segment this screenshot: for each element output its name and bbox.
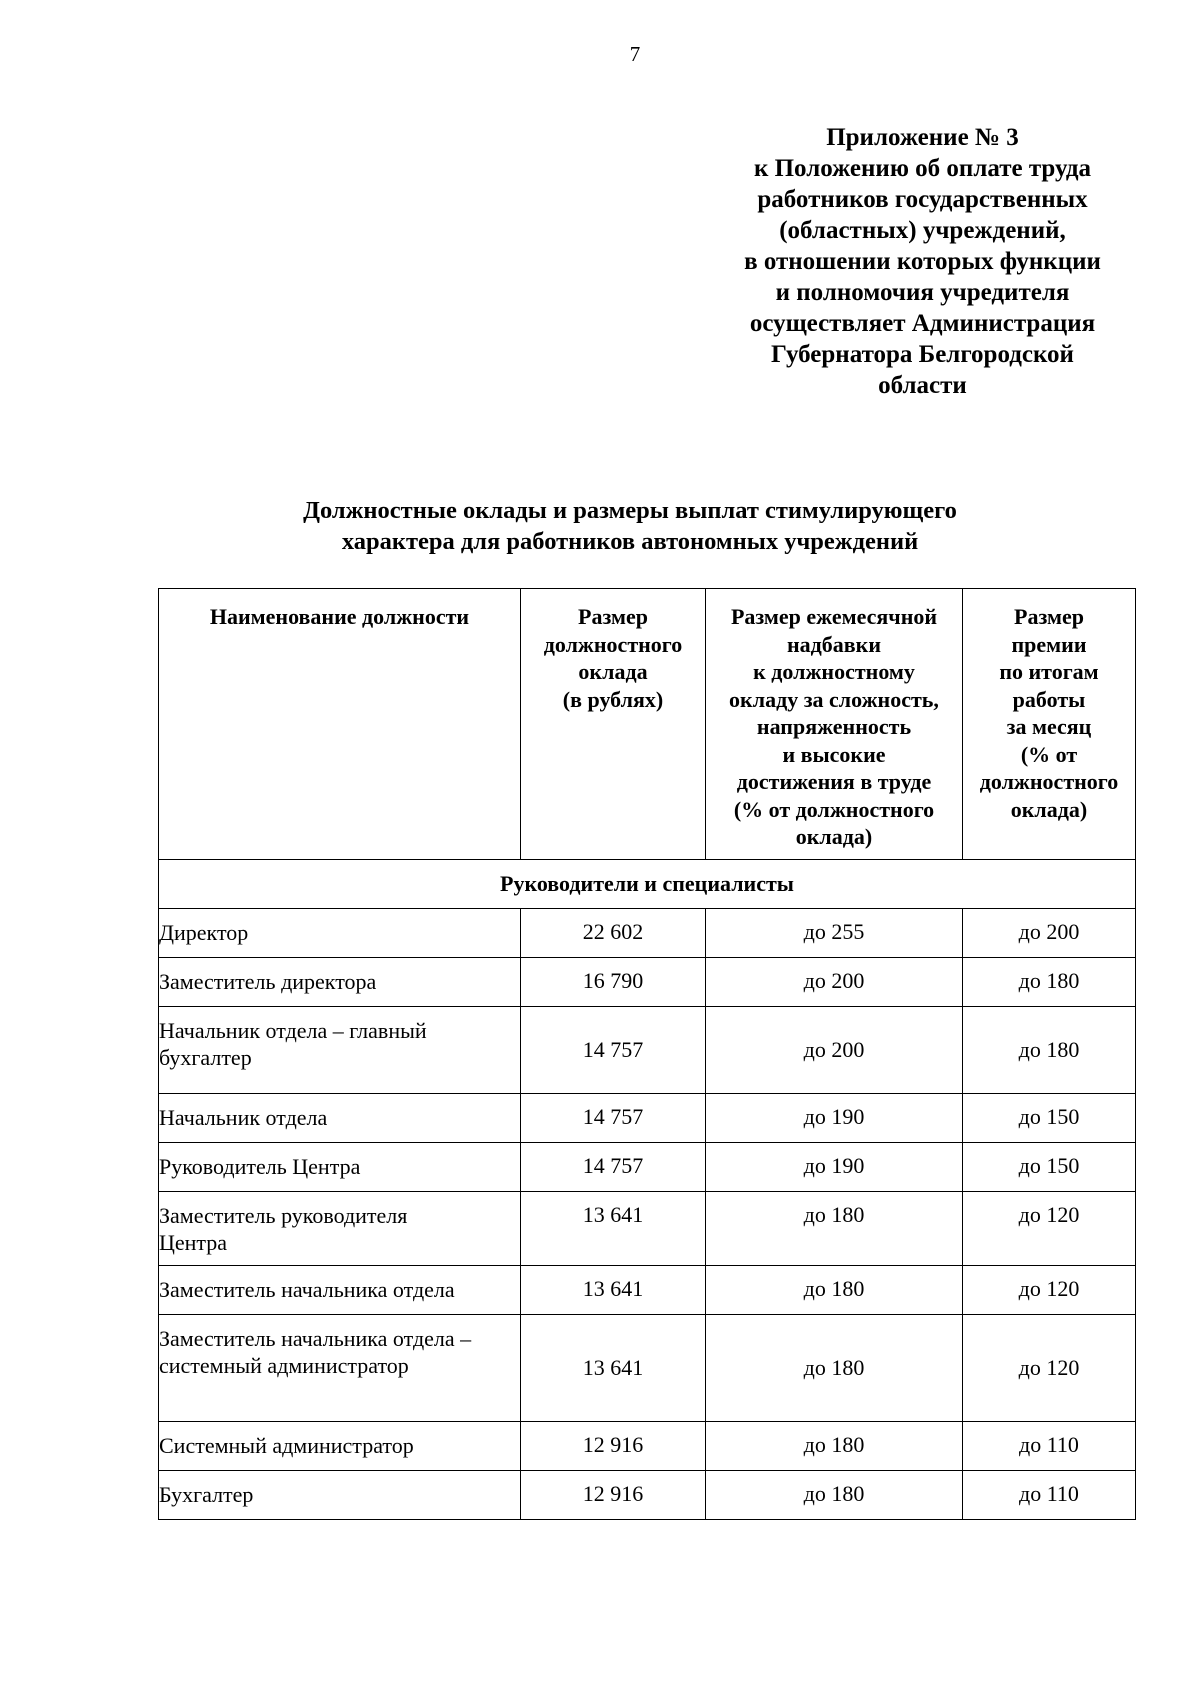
column-header-bonus [963,589,1136,860]
table-row [159,1143,1136,1192]
header-line: окладу за сложность, [729,686,939,712]
header-line: достижения в труде [736,769,932,794]
table-row [159,1007,1136,1094]
allowance-cell: до 190 [706,1094,963,1143]
appendix-line: (областных) учреждений, [779,217,1066,244]
header-line: и высокие [782,741,886,767]
bonus-cell: до 120 [963,1315,1136,1422]
header-line: премии [1011,631,1087,657]
header-line: Размер [1014,604,1084,629]
allowance-cell: до 190 [706,1143,963,1192]
position-cell [159,1315,521,1422]
position-line: Начальник отдела – главный [159,1018,427,1043]
column-header-salary [521,589,706,860]
header-line: (% от должностного [733,796,935,822]
position-line: системный администратор [159,1353,409,1378]
position-cell [159,1471,521,1520]
bonus-cell: до 110 [963,1422,1136,1471]
header-line: должностного [543,631,683,657]
header-line: за месяц [1006,714,1092,739]
allowance-cell: до 180 [706,1266,963,1315]
salary-cell: 14 757 [521,1007,706,1094]
header-line: по итогам [999,659,1099,684]
table-section-row [159,860,1136,909]
position-line: Руководитель Центра [159,1154,361,1179]
header-line: работы [1012,686,1086,712]
position-cell [159,1422,521,1471]
position-line: Заместитель директора [159,969,377,994]
header-line: напряженность [756,714,912,739]
salary-cell: 16 790 [521,958,706,1007]
position-line: Бухгалтер [159,1482,254,1507]
appendix-line: осуществляет Администрация [749,310,1096,337]
position-cell [159,1192,521,1266]
allowance-cell: до 180 [706,1471,963,1520]
bonus-cell: до 120 [963,1192,1136,1266]
table-row [159,1422,1136,1471]
bonus-cell: до 120 [963,1266,1136,1315]
header-line: (в рублях) [562,686,664,712]
table-row [159,1266,1136,1315]
allowance-cell: до 180 [706,1422,963,1471]
table-row [159,1315,1136,1422]
appendix-line: области [878,372,967,399]
salary-cell: 22 602 [521,909,706,958]
salary-cell: 13 641 [521,1192,706,1266]
position-cell [159,1266,521,1315]
document-title [140,495,1120,557]
header-line: оклада) [795,824,873,849]
table-row [159,1192,1136,1266]
header-line: должностного [979,769,1119,794]
allowance-cell: до 180 [706,1315,963,1422]
position-line: Центра [159,1230,228,1255]
header-line: Наименование должности [209,604,470,629]
appendix-line: Приложение № 3 [826,124,1019,151]
position-line: бухгалтер [159,1045,252,1070]
position-line: Директор [159,920,249,945]
title-line: характера для работников автономных учреждений [341,528,919,555]
bonus-cell: до 180 [963,958,1136,1007]
appendix-line: Губернатора Белгородской [771,341,1074,368]
column-header-position [159,589,521,860]
salary-cell: 13 641 [521,1266,706,1315]
allowance-cell: до 200 [706,1007,963,1094]
appendix-line: работников государственных [757,186,1088,213]
appendix-line: в отношении которых функции [744,248,1101,275]
salary-cell: 13 641 [521,1315,706,1422]
allowance-cell: до 255 [706,909,963,958]
title-line: Должностные оклады и размеры выплат стимулирующего [303,497,957,524]
column-header-allowance [706,589,963,860]
header-line: Размер [578,604,648,629]
salary-cell: 12 916 [521,1471,706,1520]
position-line: Заместитель начальника отдела [159,1277,455,1302]
position-cell [159,1094,521,1143]
allowance-cell: до 180 [706,1192,963,1266]
header-line: надбавки [786,631,882,657]
bonus-cell: до 150 [963,1143,1136,1192]
table-row [159,909,1136,958]
section-title: Руководители и специалисты [159,860,1136,909]
position-cell [159,909,521,958]
appendix-header [700,122,1145,401]
bonus-cell: до 110 [963,1471,1136,1520]
salary-cell: 12 916 [521,1422,706,1471]
position-line: Системный администратор [159,1433,414,1458]
header-line: оклада [578,659,648,684]
salary-cell: 14 757 [521,1094,706,1143]
page-number: 7 [629,42,641,66]
bonus-cell: до 180 [963,1007,1136,1094]
table-row [159,958,1136,1007]
appendix-line: и полномочия учредителя [775,279,1070,306]
appendix-line: к Положению об оплате труда [753,155,1092,182]
header-line: Размер ежемесячной [730,604,938,629]
table-header-row [159,589,1136,860]
position-line: Начальник отдела [159,1105,328,1130]
allowance-cell: до 200 [706,958,963,1007]
salary-table [158,588,1136,1520]
position-cell [159,1143,521,1192]
position-line: Заместитель начальника отдела – [159,1326,472,1351]
position-cell [159,1007,521,1094]
header-line: к должностному [753,659,915,684]
table-row [159,1471,1136,1520]
position-line: Заместитель руководителя [159,1203,408,1228]
header-line: (% от [1020,741,1078,767]
salary-cell: 14 757 [521,1143,706,1192]
bonus-cell: до 200 [963,909,1136,958]
bonus-cell: до 150 [963,1094,1136,1143]
position-cell [159,958,521,1007]
table-row [159,1094,1136,1143]
header-line: оклада) [1010,796,1088,822]
